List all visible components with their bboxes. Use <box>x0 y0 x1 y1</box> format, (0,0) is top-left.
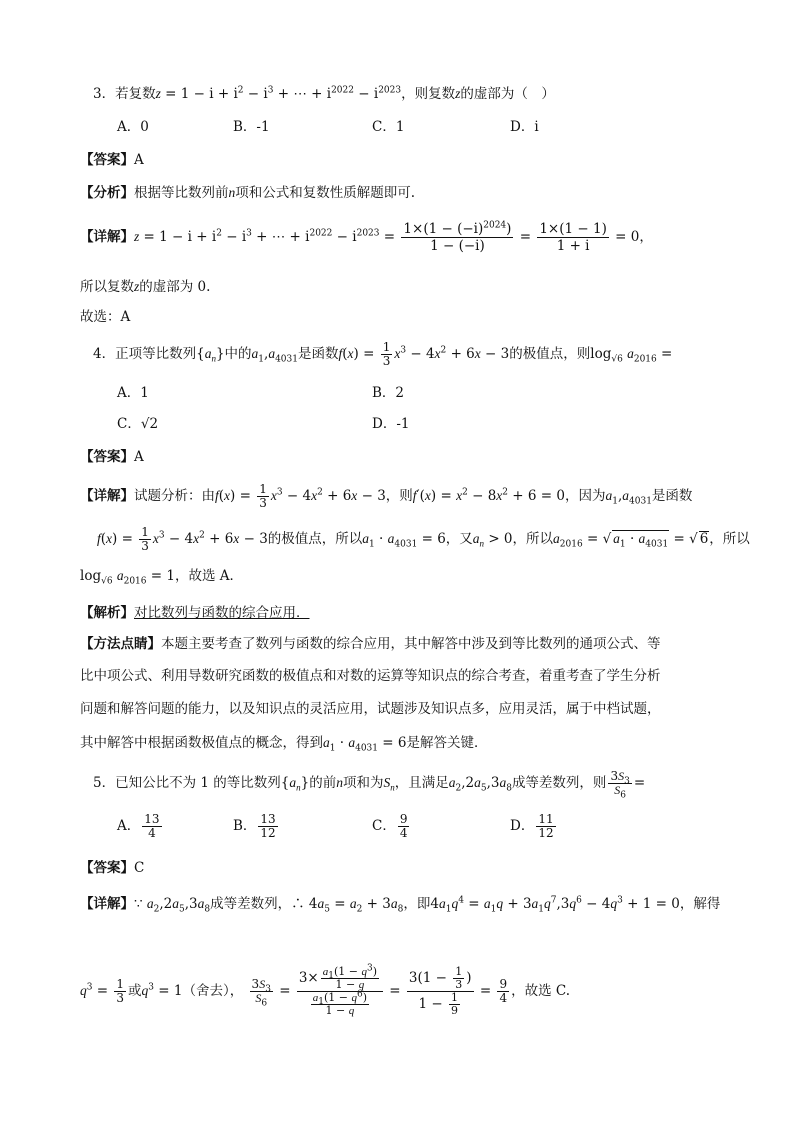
q5-option-c[interactable]: C． $\frac{9}{4}$ <box>372 812 408 840</box>
q5-option-d[interactable]: D． $\frac{11}{12}$ <box>510 812 554 840</box>
q3-option-d[interactable]: D．i <box>510 119 539 135</box>
q4-stem: 4．正项等比数列$\{a_n\}$中的$a_1,a_{4031}$是函数f(x) = $\frac{1}{3}$ $x^3 - 4x^2 + 6x - 3$的极值点，则$\log_{√6} a_{2016}$ = <box>93 340 673 368</box>
q5-stem: 5．已知公比不为 1 的等比数列$\{a_n\}$的前n项和为$S_n$，且满足$a_2,2a_5,3a_8$成等差数列，则 $\frac{3S_3}{S_6}$ = <box>93 769 646 801</box>
q4-method-line3: 问题和解答问题的能力，以及知识点的灵活应用，试题涉及知识点多，应用灵活，属于中档试题， <box>80 701 661 717</box>
q4-detail-line2: f(x) = $\frac{1}{3}$ $x^3 - 4x^2 + 6x - 3$的极值点，所以$a_1 \cdot a_{4031} = 6$，又$a_n > 0$，所以$a_{2016}$ = √ $a_1 \cdot a_{4031}$ = √ 6，所以 <box>97 525 750 553</box>
q4-detail-line1: 【详解】试题分析：由f(x) = $\frac{1}{3}$ $x^3 - 4x^2 + 6x - 3$，则$f'(x) = x^2 - 8x^2 + 6 = 0$，因为$a_1,a_{4031}$是函数 <box>80 482 693 510</box>
q3-choice: 故选：A <box>80 309 131 325</box>
q4-detail-line3: $\log_{√6} a_{2016} = 1$，故选 A． <box>80 568 244 587</box>
q4-method-line1: 【方法点睛】本题主要考查了数列与函数的综合应用，其中解答中涉及到等比数列的通项公式、等 <box>80 636 661 652</box>
q4-method-line2: 比中项公式、利用导数研究函数的极值点和对数的运算等知识点的综合考查，着重考查了学生分析 <box>80 668 661 684</box>
q5-answer: 【答案】C <box>80 860 145 876</box>
q5-detail-line2: $q^3$ = $\frac{1}{3}$ 或$q^3 = 1$（舍去）， $\frac{3S_3}{S_6}$ = 3× $\frac{a_1(1 - q^3)}{1 - q}$ $\frac{a_1(1 - q^6)}{1 - q}$ = 3(1 − $\frac{1}{3}$ ) 1 − $\frac{1}{9}$ = $\frac{9}{4}$ ，故选 C. <box>80 963 571 1017</box>
q5-option-a[interactable]: A． $\frac{13}{4}$ <box>117 812 160 840</box>
q4-option-b[interactable]: B．2 <box>372 385 405 401</box>
q4-option-a[interactable]: A．1 <box>117 385 149 401</box>
q3-conclusion: 所以复数z的虚部为 0. <box>80 279 211 295</box>
q3-number: 3． <box>93 86 116 102</box>
q4-answer: 【答案】A <box>80 449 144 465</box>
q5-option-b[interactable]: B． $\frac{13}{12}$ <box>233 812 276 840</box>
q4-option-c[interactable]: C．√2 <box>117 416 159 432</box>
q5-detail-line1: 【详解】∵ $a_2,2a_5,3a_8$成等差数列，∴ $4a_5 = a_2 + 3a_8$，即$4a_1q^4 = a_1q + 3a_1q^7,3q^6 - 4q^3 + 1 = 0$，解得 <box>80 895 721 915</box>
q3-analysis: 【分析】根据等比数列前n项和公式和复数性质解题即可. <box>80 185 416 201</box>
q4-method-line4: 其中解答中根据函数极值点的概念，得到$a_1 \cdot a_{4031} = 6$是解答关键． <box>80 735 488 754</box>
q3-option-a[interactable]: A．0 <box>117 119 149 135</box>
q3-option-c[interactable]: C．1 <box>372 119 405 135</box>
q3-detail: 【详解】$z = 1 - i + i^2 - i^3$ + ⋯ + $i^{2022} - i^{2023}$ = $\frac{1\times(1 - (-i)^{2024})}{1 - (-i)}$ = $\frac{1\times(1 - 1)}{1 + i}$ = 0， <box>80 220 653 254</box>
q4-option-d[interactable]: D．-1 <box>372 416 410 432</box>
q3-option-b[interactable]: B．-1 <box>233 119 270 135</box>
q3-answer: 【答案】A <box>80 152 144 168</box>
q3-stem: 3．若复数$z = 1 - i + i^2 - i^3$ + ⋯ + $i^{2022} - i^{2023}$，则复数z的虚部为（ ） <box>93 85 555 102</box>
q4-jiexi: 【解析】对比数列与函数的综合应用． <box>80 605 310 621</box>
